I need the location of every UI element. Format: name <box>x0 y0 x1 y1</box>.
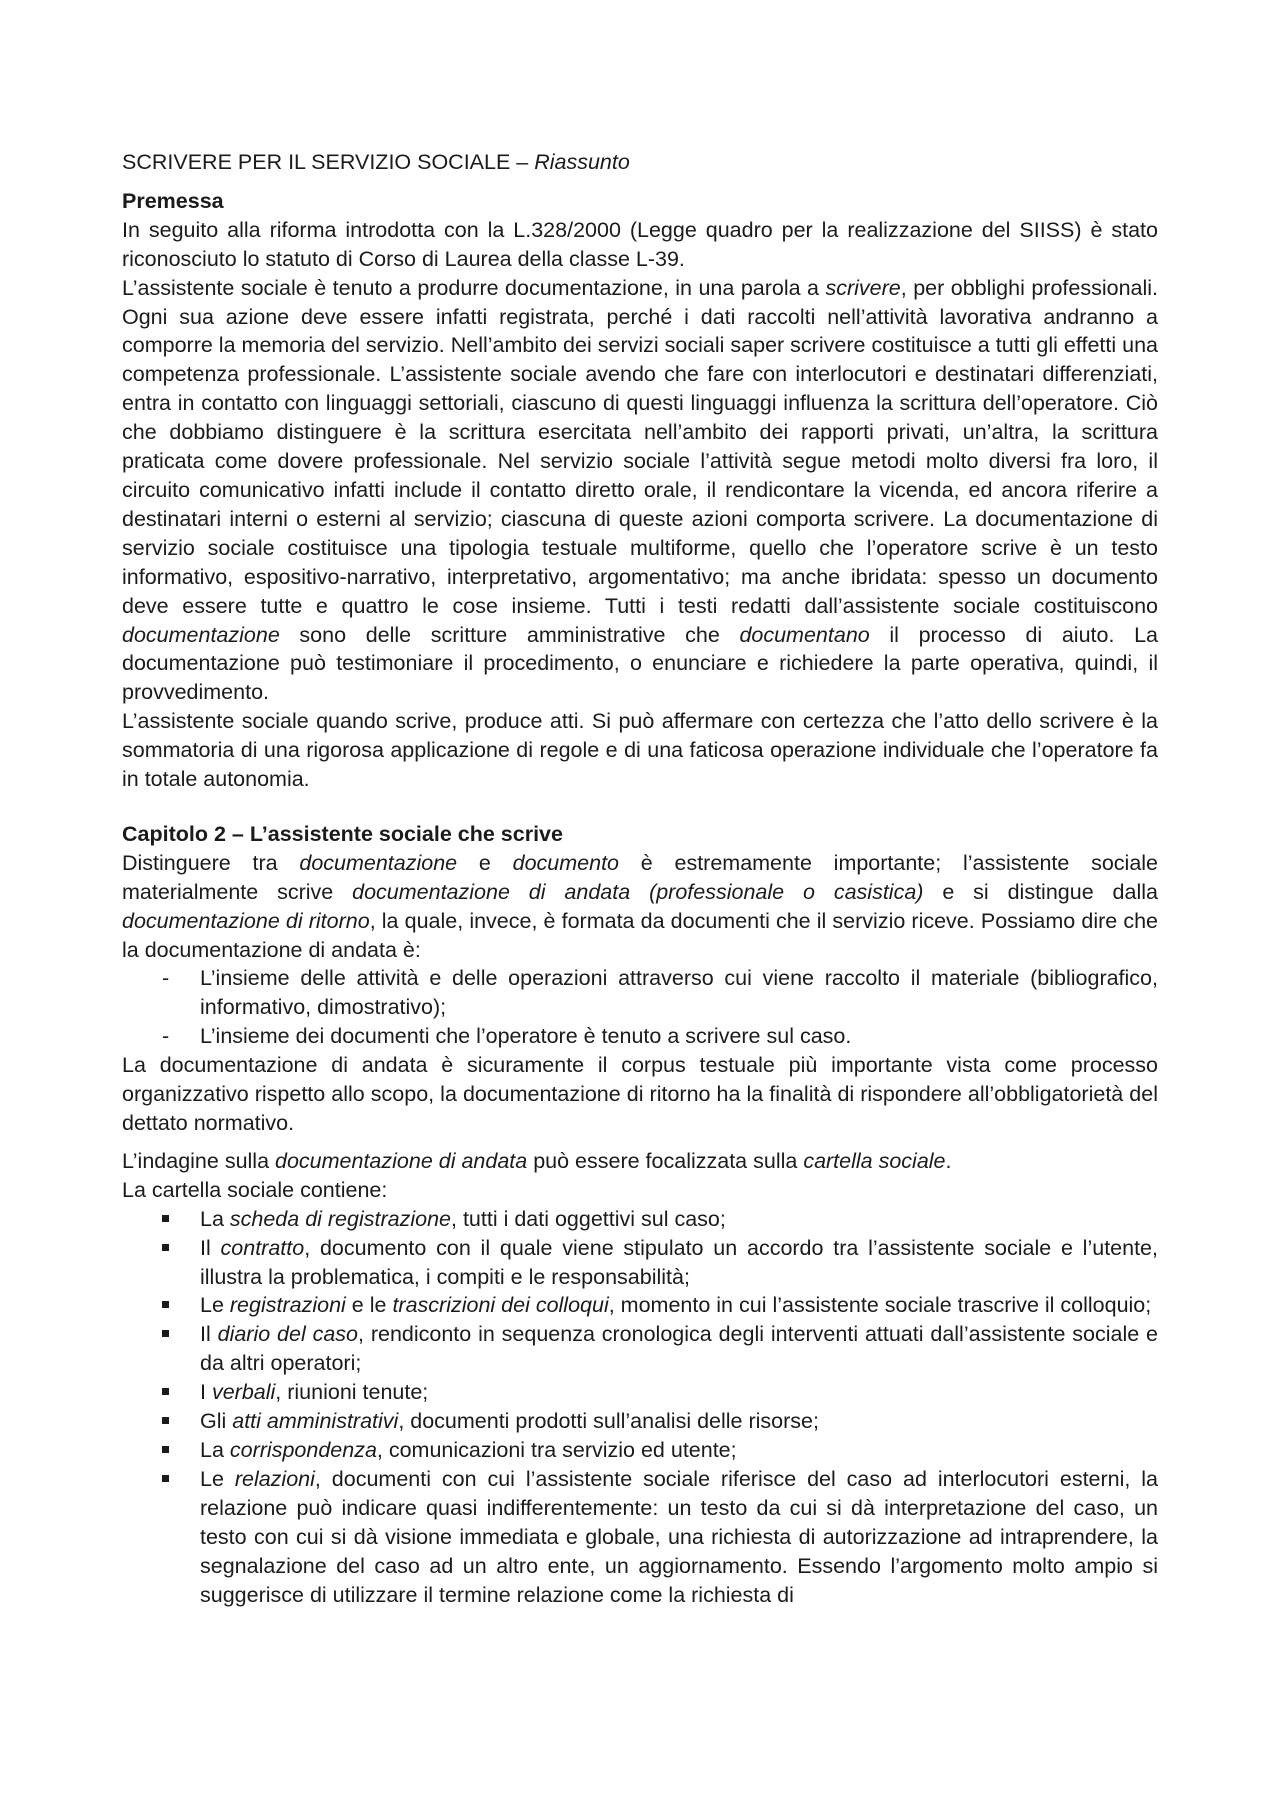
text-run: . <box>945 1148 952 1173</box>
text-run: , comunicazioni tra servizio ed utente; <box>376 1437 737 1462</box>
document-title-subtitle: Riassunto <box>534 150 630 174</box>
document-title <box>122 148 1158 177</box>
italic-run: registrazioni <box>229 1293 346 1318</box>
document-title-main: SCRIVERE PER IL SERVIZIO SOCIALE – <box>122 150 535 174</box>
dash-bullet: - <box>162 1024 170 1049</box>
capitolo2-paragraph-4: La cartella sociale contiene: <box>122 1177 388 1202</box>
square-bullet-icon <box>162 1417 169 1424</box>
list-item <box>122 1465 1158 1610</box>
italic-run: corrispondenza <box>229 1437 377 1462</box>
italic-run: scrivere <box>825 275 901 300</box>
italic-run: documentazione di ritorno <box>122 908 370 933</box>
text-run: L’indagine sulla <box>122 1148 276 1173</box>
italic-run: relazioni <box>234 1466 315 1491</box>
italic-run: contratto <box>220 1235 305 1260</box>
text-run: , la quale, invece, è formata da documenti che il servizio riceve. Possiamo dire che la documentazione di andata è: <box>122 908 1158 962</box>
dash-list <box>122 964 1158 1051</box>
premessa-paragraph-3: L’assistente sociale quando scrive, produce atti. Si può affermare con certezza che l’atto dello scrivere è la sommatoria di una rigorosa applicazione di regole e di una faticosa operazione individuale che l’operatore fa in totale autonomia. <box>122 709 1158 792</box>
square-bullet-icon <box>162 1215 169 1222</box>
text-run: Distinguere tra <box>122 850 300 875</box>
text-run: Il <box>200 1322 218 1347</box>
text-run: Le <box>200 1466 235 1491</box>
square-bullet-icon <box>162 1330 169 1337</box>
italic-run: diario del caso <box>217 1322 359 1347</box>
italic-run: trascrizioni dei colloqui <box>392 1293 609 1318</box>
square-bullet-icon <box>162 1244 169 1251</box>
italic-run: atti amministrativi <box>232 1409 399 1434</box>
italic-run: cartella sociale <box>803 1148 946 1173</box>
italic-run: documentazione <box>299 850 458 875</box>
text-run: , momento in cui l’assistente sociale trascrive il colloquio; <box>608 1293 1152 1318</box>
section-spacer <box>122 794 1158 820</box>
text-run: Il <box>200 1235 221 1260</box>
text-run: Gli <box>200 1409 233 1434</box>
text-run: può essere focalizzata sulla <box>527 1148 804 1173</box>
premessa-paragraph-2 <box>122 274 1158 708</box>
text-run: I <box>200 1380 212 1405</box>
list-item <box>122 1320 1158 1378</box>
cartella-sociale-list <box>122 1205 1158 1610</box>
text-run: La <box>200 1206 230 1231</box>
square-bullet-icon <box>162 1446 169 1453</box>
italic-run: documentazione di andata <box>275 1148 528 1173</box>
list-item <box>122 1291 1158 1320</box>
list-item <box>122 1436 1158 1465</box>
text-run: e <box>457 850 513 875</box>
text-run: e si distingue dalla <box>923 879 1158 904</box>
list-item <box>122 964 1158 1022</box>
capitolo2-paragraph-1 <box>122 849 1158 965</box>
text-run: e le <box>345 1293 393 1318</box>
list-item <box>122 1205 1158 1234</box>
text-run: Le <box>200 1293 230 1318</box>
list-item <box>122 1378 1158 1407</box>
list-item <box>122 1407 1158 1436</box>
square-bullet-icon <box>162 1475 169 1482</box>
text-run: , per obblighi professionali. Ogni sua azione deve essere infatti registrata, perché i dati raccolti nell’attività lavorativa andranno a comporre la memoria del servizio. Nell’ambito dei servizi sociali saper scrivere costituisce a tutti gli effetti una competenza professionale. L’assistente sociale avendo che fare con interlocutori e destinatari differenziati, entra in contatto con linguaggi settoriali, ciascuno di questi linguaggi influenza la scrittura dell’operatore. Ciò che dobbiamo distinguere è la scrittura esercitata nell’ambito dei rapporti privati, un’altra, la scrittura praticata come dovere professionale. Nel servizio sociale l’attività segue metodi molto diversi fra loro, il circuito comunicativo infatti include il contatto diretto orale, il rendicontare la vicenda, ed ancora riferire a destinatari interni o esterni al servizio; ciascuna di queste azioni comporta scrivere. La documentazione di servizio sociale costituisce una tipologia testuale multiforme, quello che l’operatore scrive è un testo informativo, espositivo-narrativo, interpretativo, argomentativo; ma anche ibridata: spesso un documento deve essere tutte e quattro le cose insieme. Tutti i testi redatti dall’assistente sociale costituiscono <box>122 275 1159 618</box>
italic-run: verbali <box>211 1380 276 1405</box>
italic-run: documentazione di andata (professionale o casistica) <box>352 879 924 904</box>
list-item-text: L’insieme delle attività e delle operazioni attraverso cui viene raccolto il materiale (bibliografico, informativo, dimostrativo); <box>200 966 1158 1020</box>
premessa-paragraph-1: In seguito alla riforma introdotta con la L.328/2000 (Legge quadro per la realizzazione del SIISS) è stato riconosciuto lo statuto di Corso di Laurea della classe L-39. <box>122 217 1158 271</box>
text-run: L’assistente sociale è tenuto a produrre documentazione, in una parola a <box>122 275 826 300</box>
text-run: , rendiconto in sequenza cronologica degli interventi attuati dall’assistente sociale e da altri operatori; <box>200 1322 1158 1376</box>
text-run: , tutti i dati oggettivi sul caso; <box>451 1206 726 1231</box>
text-run: il processo di aiuto. La documentazione può testimoniare il procedimento, o enunciare e richiedere la parte operativa, quindi, il provvedimento. <box>122 622 1159 705</box>
text-run: , documento con il quale viene stipulato un accordo tra l’assistente sociale e l’utente, illustra la problematica, i compiti e le responsabilità; <box>200 1235 1158 1289</box>
document-page <box>122 148 1158 1609</box>
text-run: sono delle scritture amministrative che <box>279 622 740 647</box>
list-item <box>122 1234 1158 1292</box>
square-bullet-icon <box>162 1388 169 1395</box>
text-run: La <box>200 1437 230 1462</box>
italic-run: scheda di registrazione <box>229 1206 451 1231</box>
section-heading-premessa: Premessa <box>122 188 224 213</box>
text-run: , documenti prodotti sull’analisi delle risorse; <box>398 1409 819 1434</box>
text-run: , riunioni tenute; <box>275 1380 429 1405</box>
square-bullet-icon <box>162 1301 169 1308</box>
section-heading-capitolo-2: Capitolo 2 – L’assistente sociale che scrive <box>122 821 563 846</box>
text-run: , documenti con cui l’assistente sociale riferisce del caso ad interlocutori esterni, la relazione può indicare quasi indifferentemente: un testo da cui si dà interpretazione del caso, un testo con cui si dà visione immediata e globale, una richiesta di autorizzazione ad intraprendere, la segnalazione del caso ad un altro ente, un aggiornamento. Essendo l’argomento molto ampio si suggerisce di utilizzare il termine relazione come la richiesta di <box>200 1466 1159 1607</box>
list-item <box>122 1022 1158 1051</box>
list-item-text: L’insieme dei documenti che l’operatore è tenuto a scrivere sul caso. <box>200 1024 852 1049</box>
capitolo2-paragraph-2: La documentazione di andata è sicuramente il corpus testuale più importante vista come processo organizzativo rispetto allo scopo, la documentazione di ritorno ha la finalità di rispondere all’obbligatorietà del dettato normativo. <box>122 1053 1158 1135</box>
italic-run: documento <box>512 850 620 875</box>
italic-run: documentano <box>739 622 870 647</box>
capitolo2-paragraph-3 <box>122 1147 1158 1176</box>
dash-bullet: - <box>162 966 170 991</box>
text-run: è estremamente importante; l’assistente sociale materialmente scrive <box>122 850 1159 904</box>
italic-run: documentazione <box>122 622 280 647</box>
paragraph-spacer <box>122 1138 1158 1147</box>
